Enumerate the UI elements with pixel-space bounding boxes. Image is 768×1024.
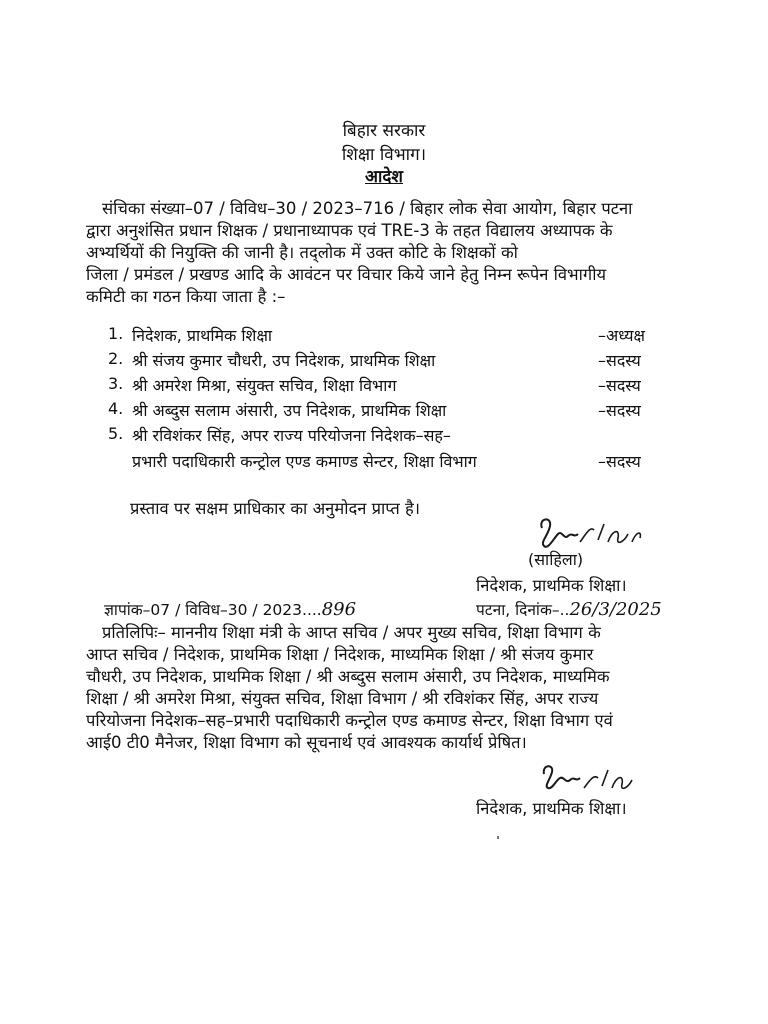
- memo-date: [476, 598, 662, 620]
- signatory-designation: निदेशक, प्राथमिक शिक्षा।: [476, 576, 627, 595]
- copy-line: आई0 टी0 मैनेजर, शिक्षा विभाग को सूचनार्थ एवं आवश्यक कार्यार्थ प्रेषित।: [86, 733, 527, 752]
- member-number: 1.: [108, 324, 124, 343]
- copy-paragraph: [86, 622, 714, 754]
- order-line: द्वारा अनुशंसित प्रधान शिक्षक / प्रधानाध्यापक एवं TRE-3 के तहत विद्यालय अध्यापक के: [86, 221, 613, 240]
- signatory-name: (साहिला): [528, 550, 584, 569]
- order-line: संचिका संख्या–07 / विविध–30 / 2023–716 / बिहार लोक सेवा आयोग, बिहार पटना: [102, 199, 633, 218]
- member-name: श्री रविशंकर सिंह, अपर राज्य परियोजना निदेशक–सह–: [132, 426, 451, 445]
- memo-date-handwritten: 26/3/2025: [569, 599, 662, 620]
- order-paragraph: [86, 198, 714, 308]
- copy-line: शिक्षा / श्री अमरेश मिश्रा, संयुक्त सचिव, शिक्षा विभाग / श्री रविशंकर सिंह, अपर राज्य: [86, 689, 599, 708]
- member-number: 2.: [108, 349, 124, 368]
- member-role: –अध्यक्ष: [598, 326, 645, 345]
- committee-member: [108, 424, 668, 448]
- committee-member-continuation: [108, 450, 668, 474]
- committee-member: [108, 399, 668, 423]
- copy-line: आप्त सचिव / निदेशक, प्राथमिक शिक्षा / निदेशक, माध्यमिक शिक्षा / श्री संजय कुमार: [86, 645, 594, 664]
- member-name: श्री अब्दुस सलाम अंसारी, उप निदेशक, प्राथमिक शिक्षा: [132, 401, 447, 420]
- order-line: अभ्यर्थियों की नियुक्ति की जानी है। तद्‌लोक में उक्त कोटि के शिक्षकों को: [86, 243, 518, 262]
- speck: [497, 836, 499, 839]
- member-name-line2: प्रभारी पदाधिकारी कन्ट्रोल एण्ड कमाण्ड सेन्टर, शिक्षा विभाग: [132, 452, 477, 471]
- member-number: 5.: [108, 424, 124, 443]
- member-role: –सदस्य: [598, 351, 641, 370]
- copy-line: चौधरी, उप निदेशक, प्राथमिक शिक्षा / श्री अब्दुस सलाम अंसारी, उप निदेशक, माध्यमिक: [86, 667, 610, 686]
- department-name: शिक्षा विभाग।: [341, 145, 427, 165]
- member-role: –सदस्य: [598, 376, 641, 395]
- government-name: बिहार सरकार: [342, 121, 426, 141]
- order-title: आदेश: [365, 167, 403, 187]
- member-role: –सदस्य: [598, 401, 641, 420]
- member-name: श्री संजय कुमार चौधरी, उप निदेशक, प्राथमिक शिक्षा: [132, 351, 436, 370]
- copy-line: परियोजना निदेशक–सह–प्रभारी पदाधिकारी कन्ट्रोल एण्ड कमाण्ड सेन्टर, शिक्षा विभाग एवं: [86, 711, 613, 730]
- committee-member: [108, 349, 668, 373]
- memo-number-prefix: ज्ञापांक–07 / विविध–30 / 2023....: [104, 601, 322, 619]
- memo-number-handwritten: 896: [321, 599, 357, 620]
- member-role: –सदस्य: [598, 452, 641, 471]
- order-line: कमिटी का गठन किया जाता है :–: [86, 287, 286, 306]
- committee-member: [108, 374, 668, 398]
- order-line: जिला / प्रमंडल / प्रखण्ड आदि के आवंटन पर विचार किये जाने हेतु निम्न रूपेन विभागीय: [86, 265, 607, 284]
- memo-number: [104, 598, 356, 620]
- approval-statement: प्रस्ताव पर सक्षम प्राधिकार का अनुमोदन प्राप्त है।: [130, 499, 421, 518]
- signatory-designation: निदेशक, प्राथमिक शिक्षा।: [476, 799, 627, 818]
- member-number: 4.: [108, 399, 124, 418]
- committee-member: [108, 324, 668, 348]
- copy-line: प्रतिलिपिः– माननीय शिक्षा मंत्री के आप्त सचिव / अपर मुख्य सचिव, शिक्षा विभाग के: [102, 623, 601, 642]
- member-number: 3.: [108, 374, 124, 393]
- member-name: श्री अमरेश मिश्रा, संयुक्त सचिव, शिक्षा विभाग: [132, 376, 397, 395]
- member-name: निदेशक, प्राथमिक शिक्षा: [132, 326, 273, 345]
- memo-date-prefix: पटना, दिनांक–..: [476, 601, 570, 619]
